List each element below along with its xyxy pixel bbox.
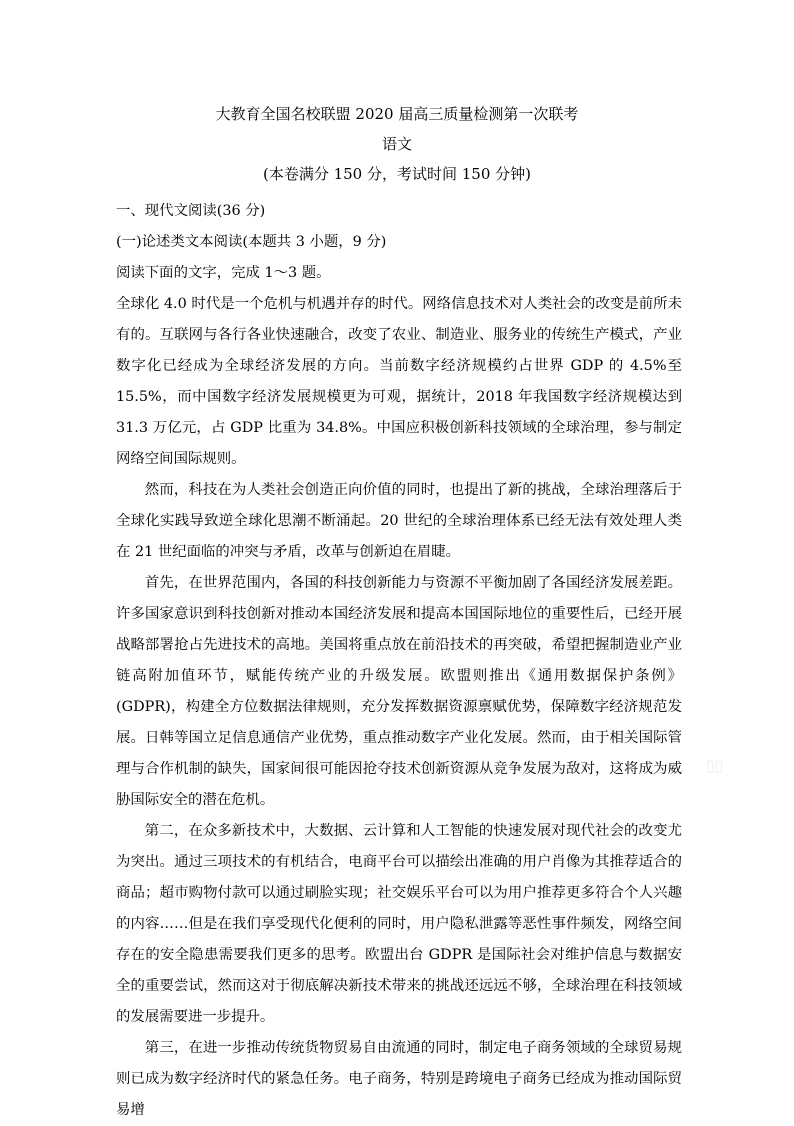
exam-note: (本卷满分 150 分，考试时间 150 分钟) bbox=[262, 165, 532, 183]
paragraph: 然而，科技在为人类社会创造正向价值的同时，也提出了新的挑战，全球治理落后于全球化实践导致逆全球化思潮不断涌起。20 世纪的全球治理体系已经无法有效处理人类在 21 世纪面临的冲突与矛盾，改革与创新迫在眉睫。 bbox=[116, 482, 682, 560]
exam-title: 大教育全国名校联盟 2020 届高三质量检测第一次联考 bbox=[215, 105, 579, 123]
paragraph: 第三，在进一步推动传统货物贸易自由流通的同时，制定电子商务领域的全球贸易规则已成为数字经济时代的紧急任务。电子商务，特别是跨境电子商务已经成为推动国际贸易增 bbox=[116, 1040, 682, 1118]
paragraph: 首先，在世界范围内，各国的科技创新能力与资源不平衡加剧了各国经济发展差距。许多国家意识到科技创新对推动本国经济发展和提高本国国际地位的重要性后，已经开展战略部署抢占先进技术的高地。美国将重点放在前沿技术的再突破，希望把握制造业产业链高附加值环节，赋能传统产业的升级发展。欧盟则推出《通用数据保护条例》(GDPR)，构建全方位数据法律规则，充分发挥数据资源禀赋优势，保障数字经济规范发展。日韩等国立足信息通信产业优势，重点推动数字产业化发展。然而，由于相关国际管理与合作机制的缺失，国家间很可能因抢夺技术创新资源从竞争发展为敌对，这将成为威胁国际安全的潜在危机。 bbox=[116, 575, 682, 808]
watermark: ▯▯ bbox=[706, 756, 724, 775]
subject-title: 语文 bbox=[381, 135, 412, 153]
section-subheading: (一)论述类文本阅读(本题共 3 小题，9 分) bbox=[116, 234, 387, 250]
paragraph: 第二，在众多新技术中，大数据、云计算和人工智能的快速发展对现代社会的改变尤为突出。通过三项技术的有机结合，电商平台可以描绘出准确的用户肖像为其推荐适合的商品；超市购物付款可以通过刷脸实现；社交娱乐平台可以为用户推荐更多符合个人兴趣的内容……但是在我们享受现代化便利的同时，用户隐私泄露等恶性事件频发，网络空间存在的安全隐患需要我们更多的思考。欧盟出台 GDPR 是国际社会对维护信息与数据安全的重要尝试，然而这对于彻底解决新技术带来的挑战还远远不够，全球治理在科技领域的发展需要进一步提升。 bbox=[116, 823, 682, 1025]
reading-instruction: 阅读下面的文字，完成 1～3 题。 bbox=[116, 265, 331, 281]
section-heading: 一、现代文阅读(36 分) bbox=[116, 203, 266, 219]
document-body bbox=[116, 196, 682, 1126]
paragraph: 全球化 4.0 时代是一个危机与机遇并存的时代。网络信息技术对人类社会的改变是前所未有的。互联网与各行各业快速融合，改变了农业、制造业、服务业的传统生产模式，产业数字化已经成为全球经济发展的方向。当前数字经济规模约占世界 GDP 的 4.5%至 15.5%，而中国数字经济发展规模更为可观，据统计，2018 年我国数字经济规模达到 31.3 万亿元，占 GDP 比重为 34.8%。中国应积极创新科技领域的全球治理，参与制定网络空间国际规则。 bbox=[116, 296, 682, 467]
